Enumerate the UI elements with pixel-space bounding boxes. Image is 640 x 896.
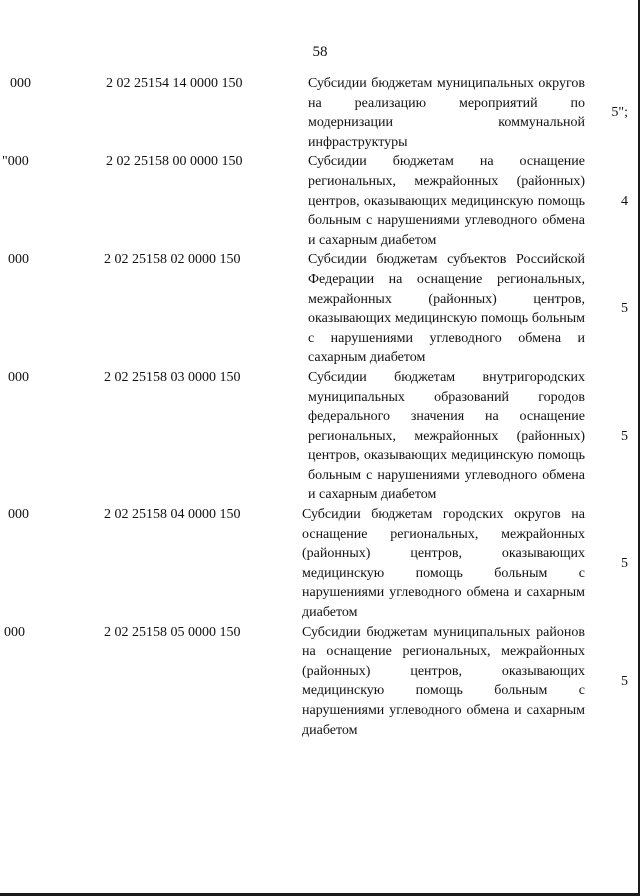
admin-code: 000 <box>10 76 31 91</box>
admin-code: 000 <box>8 252 29 268</box>
budget-classification-code: 2 02 25154 14 0000 150 <box>106 76 243 91</box>
table-row <box>0 623 640 741</box>
admin-code: 000 <box>4 624 25 640</box>
income-name: Субсидии бюджетам муниципальных районов на оснащение региональных, межрайонных (районных) центров, оказывающих медицинскую помощь больным с нарушениями углеводного обмена и сахарным диабетом <box>302 624 585 738</box>
admin-code: 000 <box>8 369 29 385</box>
value-cell: 5 <box>621 673 628 689</box>
value-cell: 5 <box>621 556 628 572</box>
value-cell: 5 <box>621 428 628 444</box>
table-row <box>0 250 640 368</box>
budget-classification-code: 2 02 25158 04 0000 150 <box>104 507 241 523</box>
income-name: Субсидии бюджетам внутригородских муниципальных образований городов федерального значения на оснащение региональных, межрайонных (районных) центров, оказывающих медицинскую помощь больным с нарушениями углеводного обмена и сахарным диабетом <box>308 369 585 503</box>
budget-classification-code: 2 02 25158 03 0000 150 <box>104 369 241 385</box>
budget-classification-code: 2 02 25158 00 0000 150 <box>106 154 243 170</box>
budget-classification-code: 2 02 25158 05 0000 150 <box>104 624 241 640</box>
admin-code: "000 <box>2 154 29 170</box>
table-row <box>0 505 640 623</box>
table-row <box>0 152 640 250</box>
income-name: Субсидии бюджетам муниципальных округов на реализацию мероприятий по модернизации коммунальной инфраструктуры <box>308 76 585 150</box>
table-row <box>0 74 640 152</box>
budget-classification-code: 2 02 25158 02 0000 150 <box>104 252 241 268</box>
value-cell: 5 <box>621 301 628 317</box>
income-name: Субсидии бюджетам на оснащение региональных, межрайонных (районных) центров, оказывающих медицинскую помощь больным с нарушениями углеводного обмена и сахарным диабетом <box>308 154 585 248</box>
value-cell: 5"; <box>611 105 628 121</box>
income-name: Субсидии бюджетам субъектов Российской Федерации на оснащение региональных, межрайонных (районных) центров, оказывающих медицинскую помощь больным с нарушениями углеводного обмена и сахарным диабетом <box>308 252 585 366</box>
value-cell: 4 <box>621 193 628 209</box>
table-row <box>0 368 640 505</box>
page-number: 58 <box>312 44 328 60</box>
income-name: Субсидии бюджетам городских округов на оснащение региональных, межрайонных (районных) центров, оказывающих медицинскую помощь больным с нарушениями углеводного обмена и сахарным диабетом <box>302 507 585 621</box>
admin-code: 000 <box>8 507 29 523</box>
budget-code-table <box>0 74 640 740</box>
